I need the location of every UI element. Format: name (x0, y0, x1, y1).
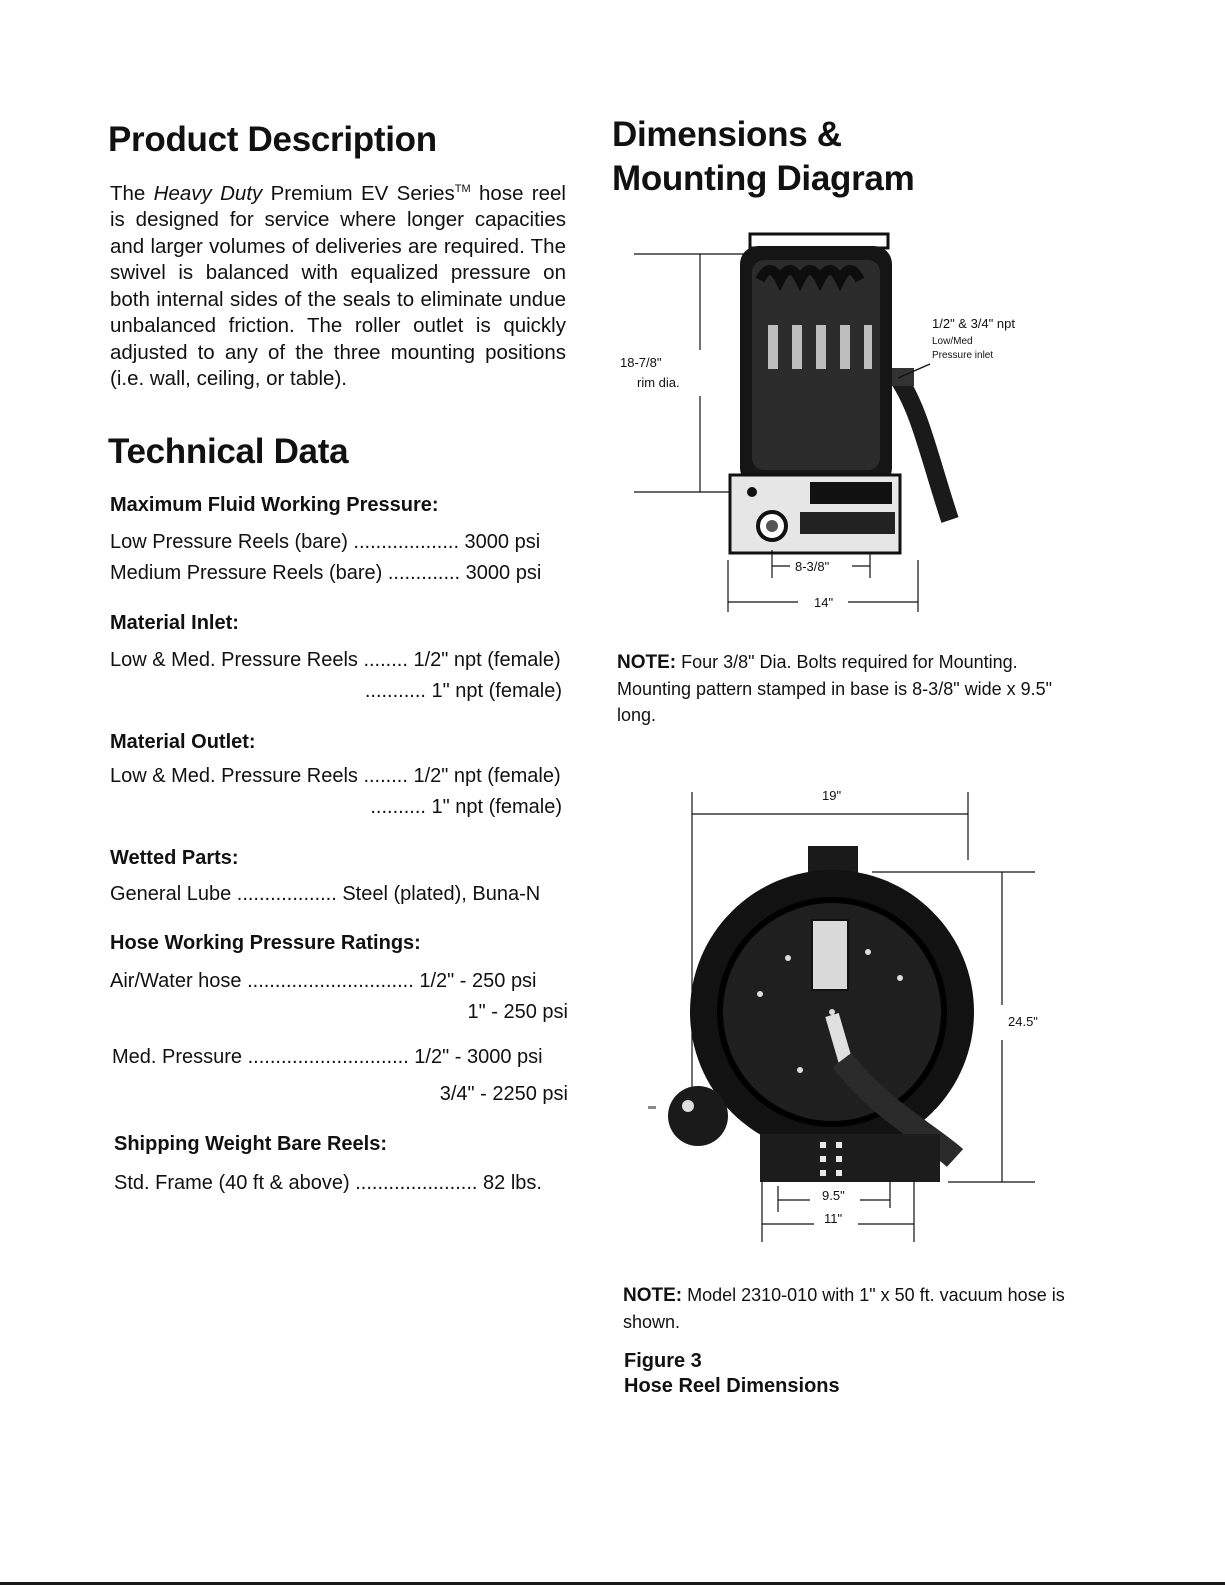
section-title: Wetted Parts: (110, 847, 239, 869)
front-view-diagram (610, 780, 1060, 1260)
section-title: Maximum Fluid Working Pressure: (110, 494, 439, 516)
model-note (623, 1282, 1093, 1335)
spec-row: Air/Water hose .............................. 1/2" - 250 psi (110, 970, 537, 992)
section-title: Shipping Weight Bare Reels: (114, 1133, 387, 1155)
figure-caption-line2: Hose Reel Dimensions (624, 1375, 840, 1397)
para-prefix: The (110, 181, 154, 205)
spec-row: ........... 1" npt (female) (364, 680, 562, 702)
spec-row: Medium Pressure Reels (bare) ............. 3000 psi (110, 562, 542, 584)
overall-width-label: 14" (814, 595, 834, 610)
rim-dimension-lines (634, 254, 750, 492)
rim-dia-label-2: rim dia. (637, 375, 680, 390)
rim-dia-label-1: 18-7/8" (620, 355, 662, 370)
note-bold-label: NOTE: (617, 652, 677, 673)
base-width-label: 8-3/8" (795, 559, 830, 574)
note-text: Model 2310-010 with 1" x 50 ft. vacuum hose is shown. (623, 1285, 1065, 1332)
inlet-label-1: 1/2" & 3/4" npt (932, 316, 1015, 331)
spec-row: Med. Pressure ............................. 1/2" - 3000 psi (112, 1046, 543, 1068)
inlet-label-2: Low/Med (932, 336, 973, 347)
section-title: Material Outlet: (110, 731, 256, 753)
overall-length-label: 11" (824, 1211, 843, 1226)
spec-row: Low & Med. Pressure Reels ........ 1/2" npt (female) (110, 765, 561, 787)
note-bold-label: NOTE: (623, 1285, 683, 1306)
width-label: 19" (822, 788, 842, 803)
dimensions-heading-line2: Mounting Diagram (612, 159, 915, 198)
technical-data-heading: Technical Data (108, 432, 349, 471)
product-description-paragraph (110, 176, 566, 393)
spec-row: General Lube .................. Steel (plated), Buna-N (110, 883, 541, 905)
mounting-note (617, 649, 1072, 728)
hose-reel-side-illustration (730, 234, 950, 553)
spec-row: 3/4" - 2250 psi (439, 1083, 568, 1105)
figure-caption-line1: Figure 3 (624, 1350, 702, 1372)
spec-row: Std. Frame (40 ft & above) ...................... 82 lbs. (114, 1172, 542, 1194)
inlet-label-3: Pressure inlet (932, 350, 994, 361)
hose-reel-front-illustration (648, 846, 974, 1182)
spec-row: 1" - 250 psi (467, 1001, 568, 1023)
spec-row: Low Pressure Reels (bare) ................... 3000 psi (110, 531, 541, 553)
para-rest: hose reel is designed for service where longer capacities and larger volumes of deliveries are required. The swivel is balanced with equalized pressure on both internal sides of the seals to eliminate undue unbalanced friction. The roller outlet is quickly adjusted to any of the three mounting positions (i.e. wall, ceiling, or table). (110, 181, 566, 391)
product-description-heading: Product Description (108, 120, 437, 159)
base-length-label: 9.5" (822, 1188, 845, 1203)
dimensions-heading-line1: Dimensions & (612, 115, 842, 154)
trademark-sup: TM (454, 183, 471, 195)
side-view-diagram (600, 220, 1060, 620)
section-title: Material Inlet: (110, 612, 239, 634)
spec-row: .......... 1" npt (female) (370, 796, 562, 818)
note-text: Four 3/8" Dia. Bolts required for Mounting. Mounting pattern stamped in base is 8-3/8" wide x 9.5" long. (617, 652, 1053, 725)
spec-row: Low & Med. Pressure Reels ........ 1/2" npt (female) (110, 649, 561, 671)
para-mid: Premium EV Series (262, 181, 455, 205)
para-italic: Heavy Duty (153, 181, 263, 205)
height-label: 24.5" (1008, 1014, 1038, 1029)
section-title: Hose Working Pressure Ratings: (110, 932, 421, 954)
